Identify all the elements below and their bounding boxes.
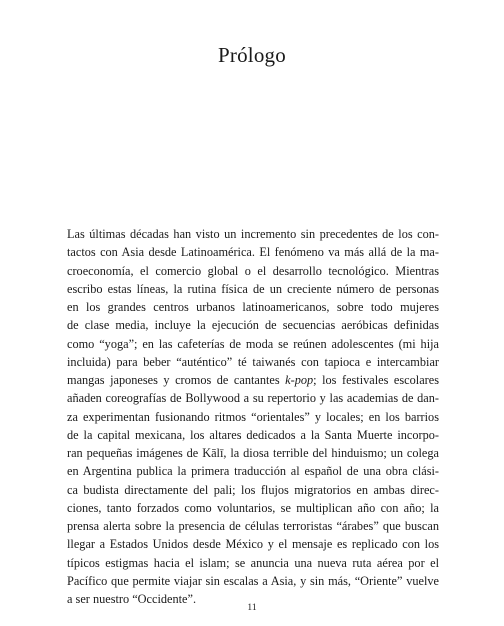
text-line: Pacífico que permite viajar sin escalas a Asia, y sin más, “Oriente” vuelve (67, 573, 439, 588)
text-line: en los grandes centros urbanos latinoamericanos, sobre todo mujeres (67, 300, 439, 314)
text-line: escribo estas líneas, la rutina física de un creciente número de personas (67, 281, 439, 296)
text-segment: ; los festivales escolares (313, 373, 439, 387)
text-line: llegar a Estados Unidos desde México y el mensaje es replicado con los (67, 537, 439, 552)
text-line: Las últimas décadas han visto un incremento sin precedentes de los con- (67, 227, 439, 241)
text-line: ca budista directamente del pali; los flujos migratorios en ambas direc- (67, 482, 439, 497)
text-line: croeconomía, el comercio global o el desarrollo tecnológico. Mientras (67, 263, 439, 278)
text-segment: mangas japoneses y cromos de cantantes (67, 373, 286, 387)
text-line: tactos con Asia desde Latinoamérica. El fenómeno va más allá de la ma- (67, 245, 439, 260)
text-line: ran pequeñas imágenes de Kālī, la diosa terrible del hinduismo; un colega (67, 446, 439, 460)
text-line: incluida) para beber “auténtico” té taiwanés con tapioca e intercambiar (67, 354, 439, 369)
text-line: ciones, tanto forzados como voluntarios, se multiplican año con año; la (67, 500, 439, 515)
text-line: prensa alerta sobre la presencia de células terroristas “árabes” que buscan (67, 519, 439, 533)
text-line: de la capital mexicana, los altares dedicados a la Santa Muerte incorpo- (67, 427, 439, 442)
text-line: en Argentina publica la primera traducción al español de una obra clási- (67, 464, 439, 479)
text-line: añaden coreografías de Bollywood a su repertorio y las academias de dan- (67, 391, 439, 406)
text-line: a ser nuestro “Occidente”. (67, 592, 197, 606)
text-line: de clase media, incluye la ejecución de secuencias aeróbicas definidas (67, 318, 439, 333)
page-number: 11 (247, 603, 257, 613)
page-title: Prólogo (218, 43, 286, 67)
text-line-mixed (67, 371, 439, 389)
text-line: como “yoga”; en las cafeterías de moda se reúnen adolescentes (mi hija (67, 336, 439, 351)
text-line: típicos estigmas hacia el islam; se anuncia una nueva ruta aérea por el (67, 555, 439, 570)
body-paragraph (67, 225, 439, 608)
italic-term: k-pop (285, 373, 314, 387)
text-line: za experimentan fusionando ritmos “orientales” y locales; en los barrios (67, 409, 439, 424)
